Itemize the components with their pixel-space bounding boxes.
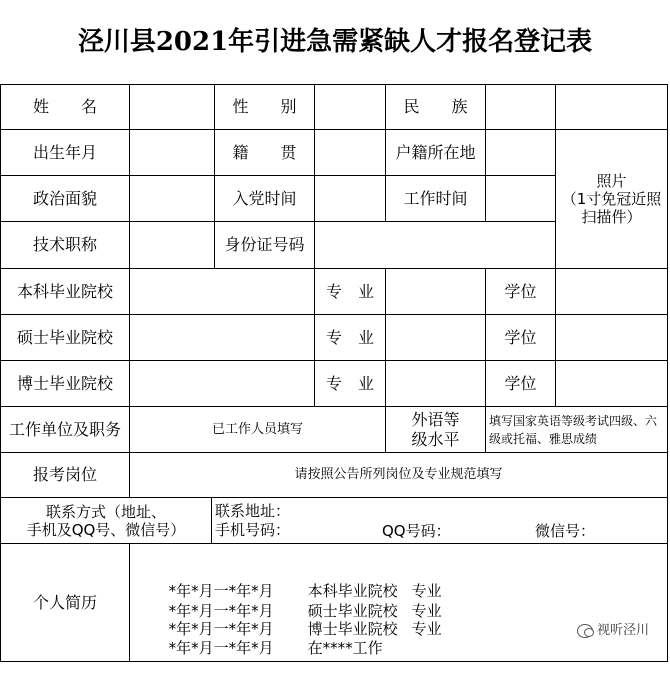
field-language-level[interactable] xyxy=(485,406,668,453)
label-contact-line1: 联系方式（地址、 xyxy=(45,502,166,521)
resume-major: 专业 xyxy=(411,620,442,638)
field-master-degree[interactable] xyxy=(555,314,668,361)
label-position: 报考岗位 xyxy=(0,452,130,498)
photo-note-2: 扫描件） xyxy=(581,208,642,226)
label-native: 籍 贯 xyxy=(214,129,315,176)
label-doctor-major: 专 业 xyxy=(314,360,386,407)
label-language-line1: 外语等 xyxy=(411,410,460,430)
language-hint: 填写国家英语等级考试四级、六级或托福、雅思成绩 xyxy=(489,413,658,446)
resume-period: *年*月一*年*月 xyxy=(168,639,274,657)
resume-line xyxy=(140,621,383,675)
label-ethnicity: 民 族 xyxy=(385,84,486,130)
label-name: 姓 名 xyxy=(0,84,130,130)
field-doctor-major[interactable] xyxy=(385,360,486,407)
label-master-degree: 学位 xyxy=(485,314,556,361)
label-bachelor-degree: 学位 xyxy=(485,268,556,315)
field-political[interactable] xyxy=(129,175,215,222)
field-bachelor-degree[interactable] xyxy=(555,268,668,315)
wechat-icon xyxy=(577,624,593,638)
field-hukou[interactable] xyxy=(485,129,556,176)
field-master-major[interactable] xyxy=(385,314,486,361)
field-bachelor-school[interactable] xyxy=(129,268,315,315)
label-bachelor-school: 本科毕业院校 xyxy=(0,268,130,315)
label-bachelor-major: 专 业 xyxy=(314,268,386,315)
label-contact-line2: 手机及QQ号、微信号） xyxy=(26,520,186,539)
resume-major: 专业 xyxy=(411,582,442,600)
resume-school: 博士毕业院校 xyxy=(307,620,398,638)
label-work-unit: 工作单位及职务 xyxy=(0,406,130,453)
label-contact xyxy=(0,497,212,544)
resume-period: *年*月一*年*月 xyxy=(168,602,274,620)
field-native[interactable] xyxy=(314,129,386,176)
photo-note: （1寸免冠近照 xyxy=(561,190,662,208)
label-gender: 性 别 xyxy=(214,84,315,130)
resume-major: 专业 xyxy=(411,602,442,620)
photo-cell[interactable] xyxy=(555,129,668,269)
field-bachelor-major[interactable] xyxy=(385,268,486,315)
label-party-date: 入党时间 xyxy=(214,175,315,222)
resume-period: *年*月一*年*月 xyxy=(168,620,274,638)
label-political: 政治面貌 xyxy=(0,175,130,222)
field-work-date[interactable] xyxy=(485,175,556,222)
photo-label: 照片 xyxy=(596,172,627,190)
form-title: 泾川县2021年引进急需紧缺人才报名登记表 xyxy=(77,27,593,57)
contact-phone-label: 手机号码： xyxy=(215,521,291,539)
field-ethnicity[interactable] xyxy=(485,84,556,130)
field-master-school[interactable] xyxy=(129,314,315,361)
field-title-rank[interactable] xyxy=(129,221,215,269)
resume-school: 硕士毕业院校 xyxy=(307,602,398,620)
watermark-text: 视听泾川 xyxy=(596,623,649,639)
label-doctor-school: 博士毕业院校 xyxy=(0,360,130,407)
label-doctor-degree: 学位 xyxy=(485,360,556,407)
field-name[interactable] xyxy=(129,84,215,130)
resume-school: 本科毕业院校 xyxy=(307,582,398,600)
field-birth[interactable] xyxy=(129,129,215,176)
field-id-no[interactable] xyxy=(314,221,556,269)
label-title-rank: 技术职称 xyxy=(0,221,130,269)
field-doctor-degree[interactable] xyxy=(555,360,668,407)
label-language-line2: 级水平 xyxy=(411,429,460,449)
field-resume[interactable] xyxy=(129,543,668,662)
label-master-major: 专 业 xyxy=(314,314,386,361)
label-birth: 出生年月 xyxy=(0,129,130,176)
field-position[interactable]: 请按照公告所列岗位及专业规范填写 xyxy=(129,452,668,498)
photo-top xyxy=(555,84,668,130)
contact-qq-label: QQ号码： xyxy=(382,522,451,540)
resume-period: *年*月一*年*月 xyxy=(168,582,274,600)
resume-school: 在****工作 xyxy=(307,639,383,657)
watermark xyxy=(577,623,649,639)
field-contact[interactable] xyxy=(211,497,668,544)
label-language-level xyxy=(385,406,486,453)
label-hukou: 户籍所在地 xyxy=(385,129,486,176)
contact-wechat-label: 微信号： xyxy=(535,522,596,540)
field-gender[interactable] xyxy=(314,84,386,130)
field-work-unit[interactable]: 已工作人员填写 xyxy=(129,406,386,453)
label-master-school: 硕士毕业院校 xyxy=(0,314,130,361)
label-work-date: 工作时间 xyxy=(385,175,486,222)
contact-address-label: 联系地址： xyxy=(215,502,291,520)
field-party-date[interactable] xyxy=(314,175,386,222)
label-id-no: 身份证号码 xyxy=(214,221,315,269)
field-doctor-school[interactable] xyxy=(129,360,315,407)
label-resume: 个人简历 xyxy=(0,543,130,662)
